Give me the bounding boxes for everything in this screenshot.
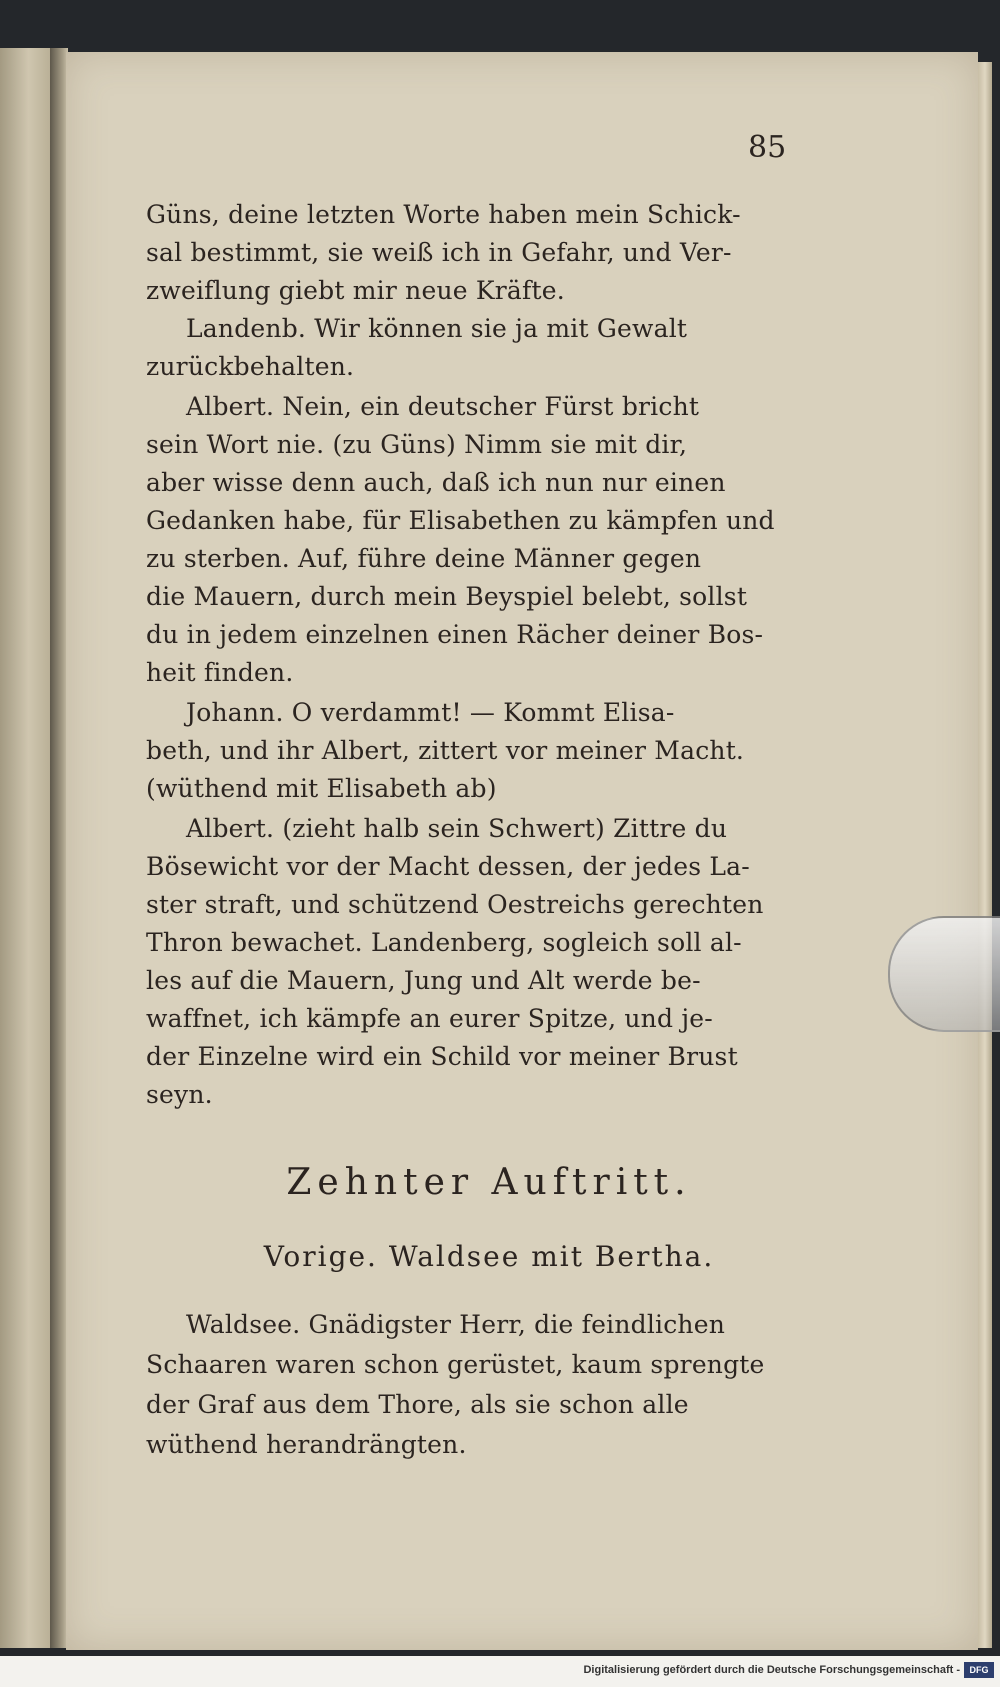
text-line: seyn. (146, 1080, 213, 1109)
text-line: Waldsee. Gnädigster Herr, die feindlichen (186, 1310, 726, 1339)
footer-credit: Digitalisierung gefördert durch die Deutsche Forschungsgemeinschaft - (583, 1664, 960, 1676)
text-line: ster straft, und schützend Oestreichs gerechten (146, 890, 764, 919)
text-line: Landenb. Wir können sie ja mit Gewalt (186, 314, 688, 343)
text-line: Gedanken habe, für Elisabethen zu kämpfen und (146, 506, 775, 535)
text-line: zweiflung giebt mir neue Kräfte. (146, 276, 565, 305)
text-line: die Mauern, durch mein Beyspiel belebt, sollst (146, 582, 748, 611)
page-number: 85 (748, 130, 787, 165)
text-line: wüthend herandrängten. (146, 1430, 467, 1459)
text-line: Schaaren waren schon gerüstet, kaum sprengte (146, 1350, 765, 1379)
text-line: waffnet, ich kämpfe an eurer Spitze, und je- (146, 1004, 713, 1033)
text-line: beth, und ihr Albert, zittert vor meiner Macht. (146, 736, 745, 765)
scene-characters: Vorige. Waldsee mit Bertha. (263, 1240, 715, 1273)
text-line: der Graf aus dem Thore, als sie schon alle (146, 1390, 689, 1419)
text-line: du in jedem einzelnen einen Rächer deiner Bos- (146, 620, 764, 649)
footer-bar (0, 1656, 1000, 1687)
text-line: Albert. Nein, ein deutscher Fürst bricht (186, 392, 700, 421)
text-line: der Einzelne wird ein Schild vor meiner Brust (146, 1042, 738, 1071)
text-line: Güns, deine letzten Worte haben mein Schick- (146, 200, 741, 229)
scene-heading: Zehnter Auftritt. (286, 1162, 692, 1203)
text-line: sein Wort nie. (zu Güns) Nimm sie mit dir, (146, 430, 688, 459)
text-line: aber wisse denn auch, daß ich nun nur einen (146, 468, 726, 497)
text-line: zurückbehalten. (146, 352, 355, 381)
text-line: heit finden. (146, 658, 294, 687)
text-line: Bösewicht vor der Macht dessen, der jedes La- (146, 852, 750, 881)
text-line: zu sterben. Auf, führe deine Männer gegen (146, 544, 702, 573)
text-line: sal bestimmt, sie weiß ich in Gefahr, und Ver- (146, 238, 732, 267)
text-line: Albert. (zieht halb sein Schwert) Zittre du (186, 814, 728, 843)
text-line: Johann. O verdammt! — Kommt Elisa- (186, 698, 675, 727)
text-line: Thron bewachet. Landenberg, sogleich soll al- (146, 928, 742, 957)
dfg-logo: DFG (964, 1662, 994, 1678)
text-line: (wüthend mit Elisabeth ab) (146, 774, 497, 803)
text-line: les auf die Mauern, Jung und Alt werde be- (146, 966, 701, 995)
